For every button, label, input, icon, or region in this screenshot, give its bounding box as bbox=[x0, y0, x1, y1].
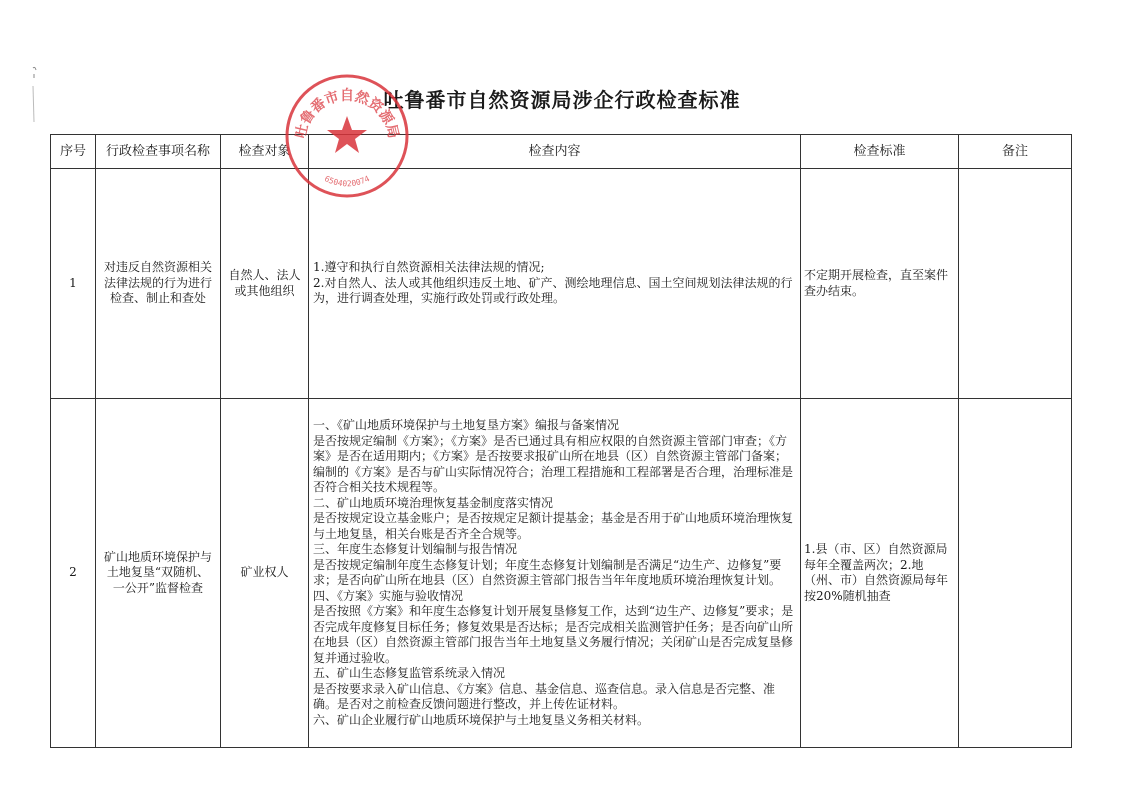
header-inspection-item: 行政检查事项名称 bbox=[96, 135, 221, 169]
row-inspection-standard: 不定期开展检查，直至案件查办结束。 bbox=[801, 169, 959, 399]
content-line: 二、矿山地质环境治理恢复基金制度落实情况 bbox=[313, 495, 554, 510]
row-inspection-target: 自然人、法人或其他组织 bbox=[221, 169, 309, 399]
row-inspection-item: 矿山地质环境保护与土地复垦“双随机、一公开”监督检查 bbox=[96, 399, 221, 748]
row-inspection-content bbox=[309, 169, 801, 399]
row-inspection-standard: 1.县（市、区）自然资源局每年全覆盖两次；2.地（州、市）自然资源局每年按20%随机抽查 bbox=[801, 399, 959, 748]
content-line: 是否按照《方案》和年度生态修复计划开展复垦修复工作，达到“边生产、边修复”要求；是否完成年度修复目标任务；修复效果是否达标；是否完成相关监测管护任务；是否向矿山所在地县（区）自然资源主管部门报告当年土地复垦义务履行情况；关闭矿山是否完成复垦修复并通过验收。 bbox=[313, 604, 794, 665]
row-inspection-target: 矿业权人 bbox=[221, 399, 309, 748]
header-inspection-standard: 检查标准 bbox=[801, 135, 959, 169]
seal-number: 6504020074 bbox=[322, 174, 372, 189]
content-line: 是否按规定编制年度生态修复计划；年度生态修复计划编制是否满足“边生产、边修复”要求；是否向矿山所在地县（区）自然资源主管部门报告当年年度地质环境治理恢复计划。 bbox=[313, 557, 782, 587]
header-inspection-target: 检查对象 bbox=[221, 135, 309, 169]
table-row bbox=[51, 399, 1072, 748]
content-line: 是否按规定编制《方案》；《方案》是否已通过具有相应权限的自然资源主管部门审查；《方案》是否在适用期内；《方案》是否按要求报矿山所在地县（区）自然资源主管部门备案；编制的《方案》是否与矿山实际情况符合；治理工程措施和工程部署是否合理，治理标准是否符合相关技术规程等。 bbox=[313, 433, 794, 494]
content-line: 四、《方案》实施与验收情况 bbox=[313, 588, 464, 603]
table-row bbox=[51, 169, 1072, 399]
row-inspection-item: 对违反自然资源相关法律法规的行为进行检查、制止和查处 bbox=[96, 169, 221, 399]
header-inspection-content: 检查内容 bbox=[309, 135, 801, 169]
content-line: 六、矿山企业履行矿山地质环境保护与土地复垦义务相关材料。 bbox=[313, 712, 650, 727]
content-line: 1.遵守和执行自然资源相关法律法规的情况; bbox=[313, 260, 545, 275]
row-serial-number: 1 bbox=[51, 169, 96, 399]
content-line: 五、矿山生态修复监管系统录入情况 bbox=[313, 666, 506, 680]
content-line: 一、《矿山地质环境保护与土地复垦方案》编报与备案情况 bbox=[313, 418, 620, 432]
page-title: 吐鲁番市自然资源局涉企行政检查标准 bbox=[383, 88, 741, 112]
content-line: 三、年度生态修复计划编制与报告情况 bbox=[313, 542, 518, 556]
seal-text: 吐鲁番市自然资源局 bbox=[292, 87, 402, 140]
table-header-row bbox=[51, 135, 1072, 169]
row-serial-number: 2 bbox=[51, 399, 96, 748]
inspection-standards-table bbox=[50, 134, 1072, 748]
header-serial-number: 序号 bbox=[51, 135, 96, 169]
row-remark bbox=[959, 399, 1072, 748]
row-remark bbox=[959, 169, 1072, 399]
content-line: 是否按要求录入矿山信息、《方案》信息、基金信息、巡查信息。录入信息是否完整、准确。是否对之前检查反馈问题进行整改，并上传佐证材料。 bbox=[313, 681, 776, 711]
row-inspection-content bbox=[309, 399, 801, 748]
header-remark: 备注 bbox=[959, 135, 1072, 169]
content-line: 2.对自然人、法人或其他组织违反土地、矿产、测绘地理信息、国土空间规划法律法规的行为，进行调查处理，实施行政处罚或行政处理。 bbox=[313, 275, 793, 306]
content-line: 是否按规定设立基金账户；是否按规定足额计提基金；基金是否用于矿山地质环境治理恢复与土地复垦，相关台账是否齐全合规等。 bbox=[313, 511, 794, 541]
